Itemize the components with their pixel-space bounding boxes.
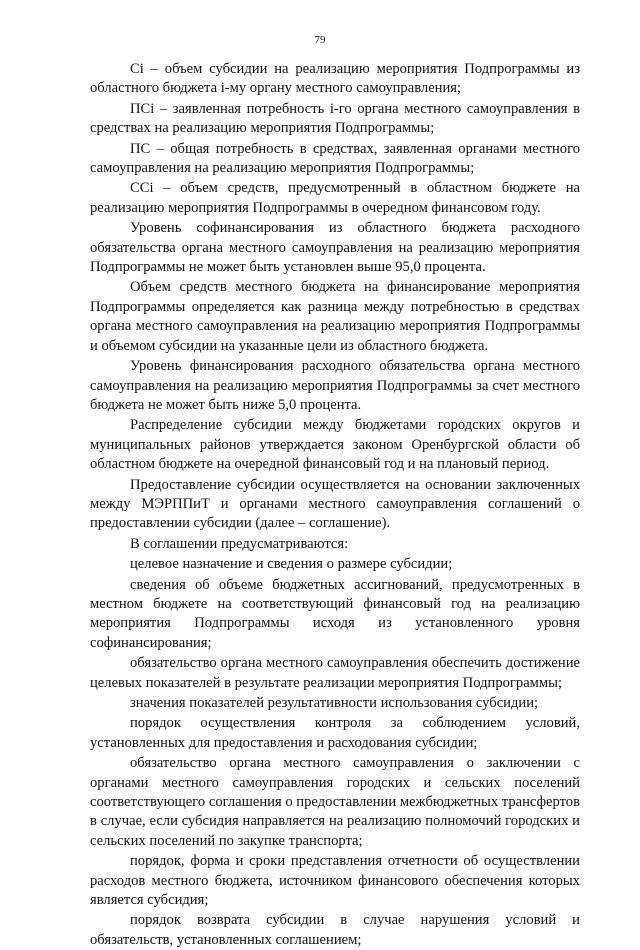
paragraph-distribution: Распределение субсидии между бюджетами городских округов и муниципальных районов утверждается законом Оренбургской области об областном бюджете на очередной финансовый год и на плановый период. <box>90 417 580 473</box>
document-body <box>90 60 580 950</box>
paragraph-local-budget-volume: Объем средств местного бюджета на финансирование мероприятия Подпрограммы определяется как разница между потребностью в средствах органа местного самоуправления на реализацию мероприятия Подпрограммы и объемом субсидии на указанные цели из областного бюджета. <box>90 279 580 354</box>
list-item-reporting: порядок, форма и сроки представления отчетности об осуществлении расходов местного бюджета, источником финансового обеспечения которых является субсидия; <box>90 853 580 909</box>
paragraph-funds-csi: ССi – объем средств, предусмотренный в областном бюджете на реализацию мероприятия Подпрограммы в очередном финансовом году. <box>90 180 580 216</box>
paragraph-need-psi: ПСi – заявленная потребность i-го органа местного самоуправления в средствах на реализацию мероприятия Подпрограммы; <box>90 100 580 137</box>
paragraph-cofinancing-level: Уровень софинансирования из областного бюджета расходного обязательства органа местного самоуправления на реализацию мероприятия Подпрограммы не может быть установлен выше 95,0 процента. <box>90 220 580 276</box>
list-item-budget-allocations: сведения об объеме бюджетных ассигнований, предусмотренных в местном бюджете на соответствующий финансовый год на реализацию мероприятия Подпрограммы исходя из установленного уровня софинансирования; <box>90 576 580 651</box>
list-item-purpose: целевое назначение и сведения о размере субсидии; <box>130 556 453 573</box>
list-item-performance-values: значения показателей результативности использования субсидии; <box>130 695 539 711</box>
paragraph-provision: Предоставление субсидии осуществляется на основании заключенных между МЭРППиТ и органами местного самоуправления соглашений о предоставлении субсидии (далее – соглашение). <box>90 476 580 532</box>
paragraph-agreement-intro: В соглашении предусматриваются: <box>130 535 349 552</box>
paragraph-total-need-ps: ПС – общая потребность в средствах, заявленная органами местного самоуправления на реализацию мероприятия Подпрограммы; <box>90 140 580 177</box>
list-item-control-procedure: порядок осуществления контроля за соблюдением условий, установленных для предоставления и расходования субсидии; <box>90 715 580 751</box>
list-item-settlement-agreement: обязательство органа местного самоуправления о заключении с органами местного самоуправления городских и сельских поселений соответствующего соглашения о предоставлении межбюджетных трансфертов в случае, если субсидия направляется на реализацию полномочий городских и сельских поселений по закупке транспорта; <box>90 755 580 849</box>
page-number: 79 <box>314 34 326 46</box>
paragraph-subsidy-ci: Ci – объем субсидии на реализацию мероприятия Подпрограммы из областного бюджета i-му органу местного самоуправления; <box>90 61 580 97</box>
list-item-refund-procedure: порядок возврата субсидии в случае нарушения условий и обязательств, установленных соглашением; <box>90 912 580 948</box>
list-item-target-indicators: обязательство органа местного самоуправления обеспечить достижение целевых показателей в результате реализации мероприятия Подпрограммы; <box>90 655 580 691</box>
paragraph-local-financing-level: Уровень финансирования расходного обязательства органа местного самоуправления на реализацию мероприятия Подпрограммы за счет местного бюджета не может быть ниже 5,0 процента. <box>90 358 580 413</box>
